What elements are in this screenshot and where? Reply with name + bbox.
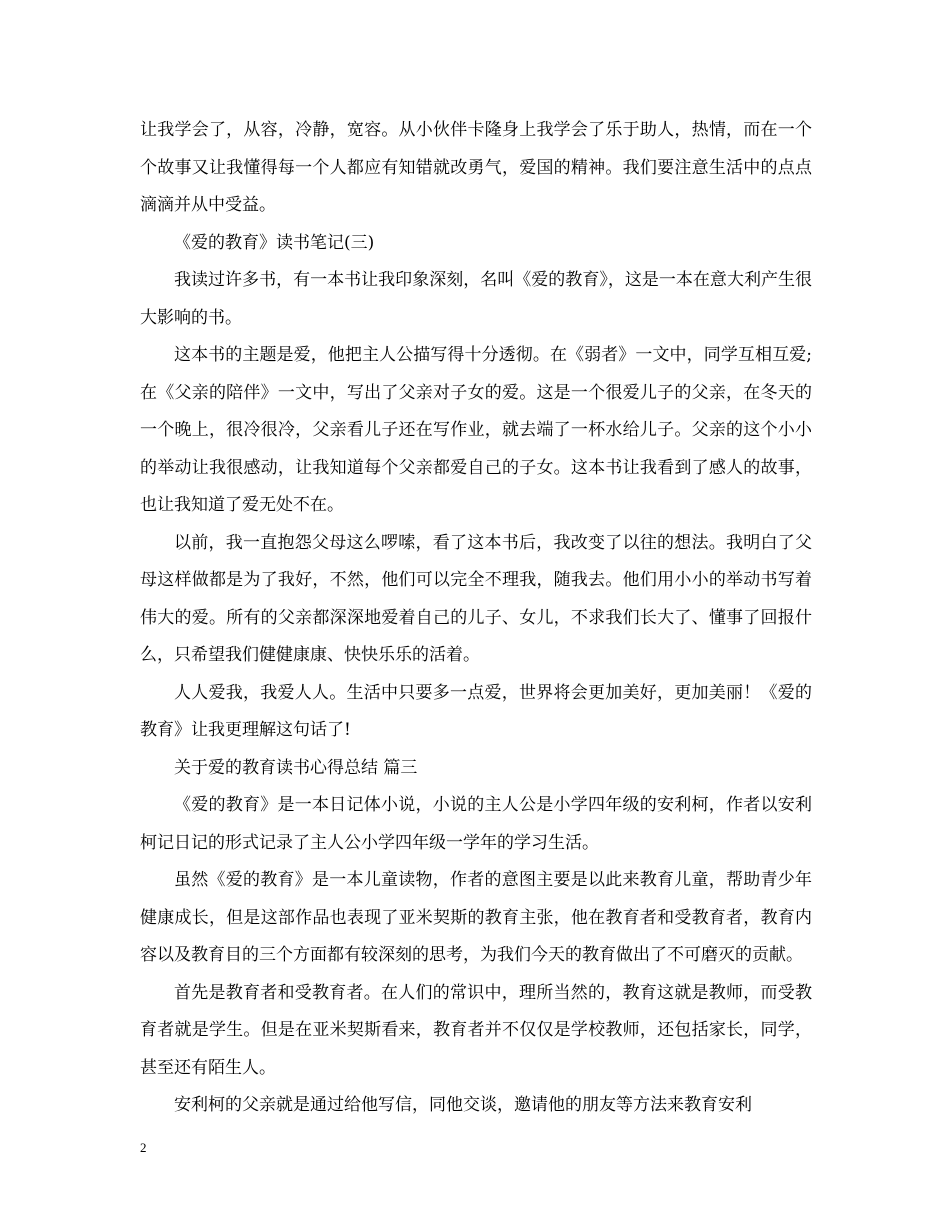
document-body <box>140 112 812 1125</box>
paragraph-9: 安利柯的父亲就是通过给他写信，同他交谈，邀请他的朋友等方法来教育安利 <box>174 1095 752 1115</box>
paragraph-2: 我读过许多书，有一本书让我印象深刻，名叫《爱的教育》，这是一本在意大利产生很大影响的书。 <box>140 270 812 328</box>
section-heading-part-3: 关于爱的教育读书心得总结 篇三 <box>174 757 418 778</box>
paragraph-5: 人人爱我，我爱人人。生活中只要多一点爱，世界将会更加美好，更加美丽！《爱的教育》让我更理解这句话了! <box>140 682 812 740</box>
section-heading-3: 《爱的教育》读书笔记(三) <box>174 232 375 253</box>
paragraph-3: 这本书的主题是爱，他把主人公描写得十分透彻。在《弱者》一文中，同学互相互爱;在《父亲的陪伴》一文中，写出了父亲对子女的爱。这是一个很爱儿子的父亲，在冬天的一个晚上，很冷很冷，父亲看儿子还在写作业，就去端了一杯水给儿子。父亲的这个小小的举动让我很感动，让我知道每个父亲都爱自己的子女。这本书让我看到了感人的故事，也让我知道了爱无处不在。 <box>140 345 812 515</box>
paragraph-8: 首先是教育者和受教育者。在人们的常识中，理所当然的，教育这就是教师，而受教育者就是学生。但是在亚米契斯看来，教育者并不仅仅是学校教师，还包括家长，同学，甚至还有陌生人。 <box>140 982 812 1078</box>
paragraph-7: 虽然《爱的教育》是一本儿童读物，作者的意图主要是以此来教育儿童，帮助青少年健康成长，但是这部作品也表现了亚米契斯的教育主张，他在教育者和受教育者，教育内容以及教育目的三个方面都有较深刻的思考，为我们今天的教育做出了不可磨灭的贡献。 <box>140 870 812 965</box>
paragraph-1: 让我学会了，从容，冷静，宽容。从小伙伴卡隆身上我学会了乐于助人，热情，而在一个个故事又让我懂得每一个人都应有知错就改勇气，爱国的精神。我们要注意生活中的点点滴滴并从中受益。 <box>140 120 812 215</box>
page-number: 2 <box>140 1140 147 1155</box>
paragraph-4: 以前，我一直抱怨父母这么啰嗦，看了这本书后，我改变了以往的想法。我明白了父母这样做都是为了我好，不然，他们可以完全不理我，随我去。他们用小小的举动书写着伟大的爱。所有的父亲都深深地爱着自己的儿子、女儿，不求我们长大了、懂事了回报什么，只希望我们健健康康、快快乐乐的活着。 <box>140 532 812 665</box>
paragraph-6: 《爱的教育》是一本日记体小说，小说的主人公是小学四年级的安利柯，作者以安利柯记日记的形式记录了主人公小学四年级一学年的学习生活。 <box>140 795 812 853</box>
